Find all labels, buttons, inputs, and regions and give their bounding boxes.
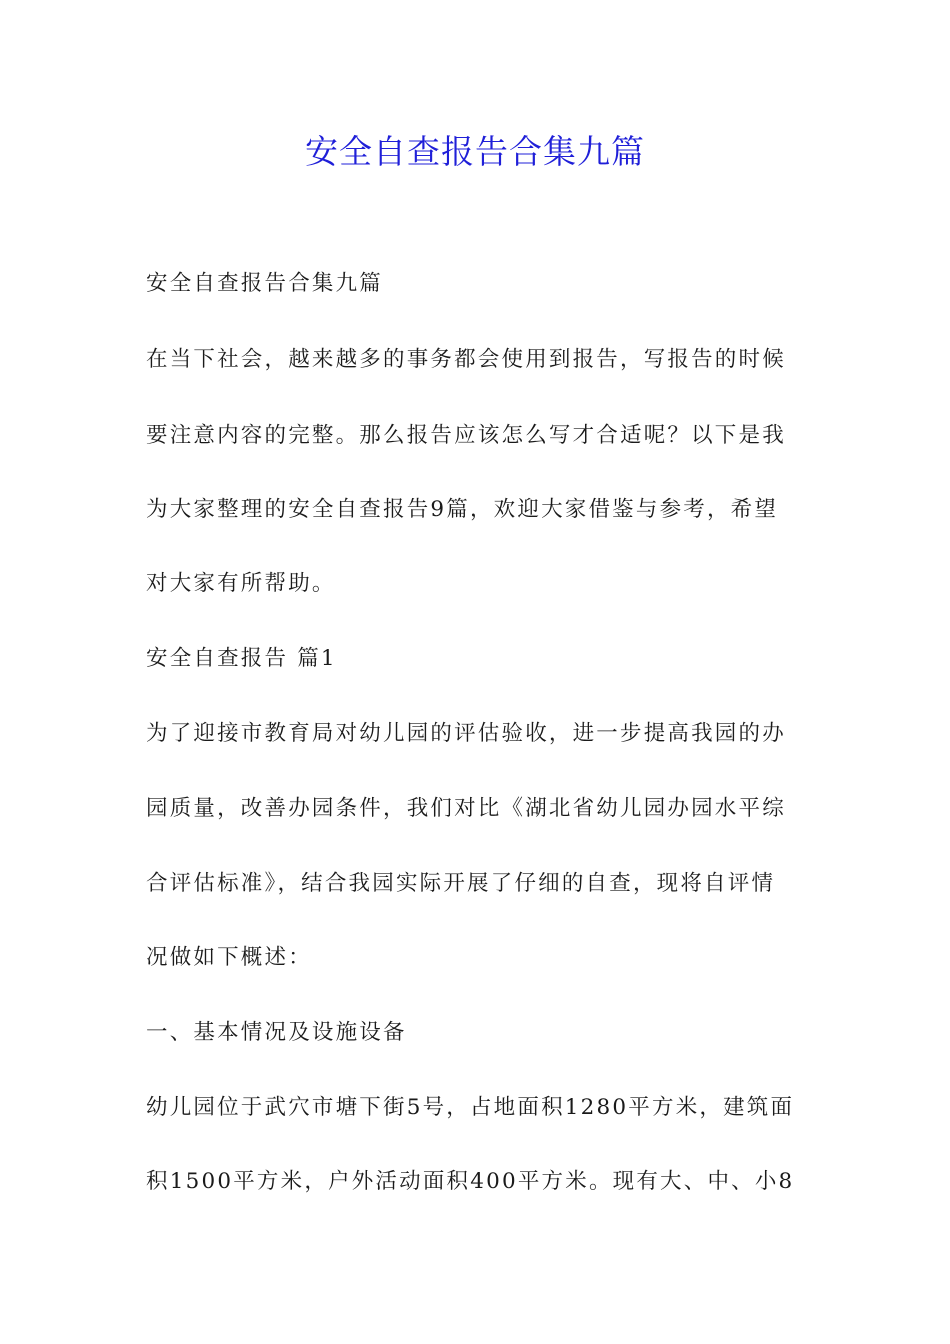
section-heading: 安全自查报告 篇1 [146, 646, 337, 671]
paragraph-line: 为大家整理的安全自查报告9篇，欢迎大家借鉴与参考，希望 [146, 497, 779, 522]
paragraph-line: 积1500平方米，户外活动面积400平方米。现有大、中、小8 [146, 1169, 795, 1194]
paragraph-line: 为了迎接市教育局对幼儿园的评估验收，进一步提高我园的办 [146, 721, 786, 746]
section-heading: 一、基本情况及设施设备 [146, 1020, 407, 1045]
paragraph-line: 对大家有所帮助。 [146, 571, 336, 596]
paragraph-line: 幼儿园位于武穴市塘下街5号，占地面积1280平方米，建筑面 [146, 1095, 795, 1120]
paragraph-line: 况做如下概述： [146, 945, 312, 970]
paragraph-line: 要注意内容的完整。那么报告应该怎么写才合适呢？以下是我 [146, 423, 786, 448]
paragraph-line: 园质量，改善办园条件，我们对比《湖北省幼儿园办园水平综 [146, 796, 786, 821]
document-title: 安全自查报告合集九篇 [305, 132, 645, 171]
paragraph-line: 在当下社会，越来越多的事务都会使用到报告，写报告的时候 [146, 347, 786, 372]
paragraph-line: 合评估标准》，结合我园实际开展了仔细的自查，现将自评情 [146, 871, 776, 896]
subtitle-line: 安全自查报告合集九篇 [146, 271, 384, 296]
